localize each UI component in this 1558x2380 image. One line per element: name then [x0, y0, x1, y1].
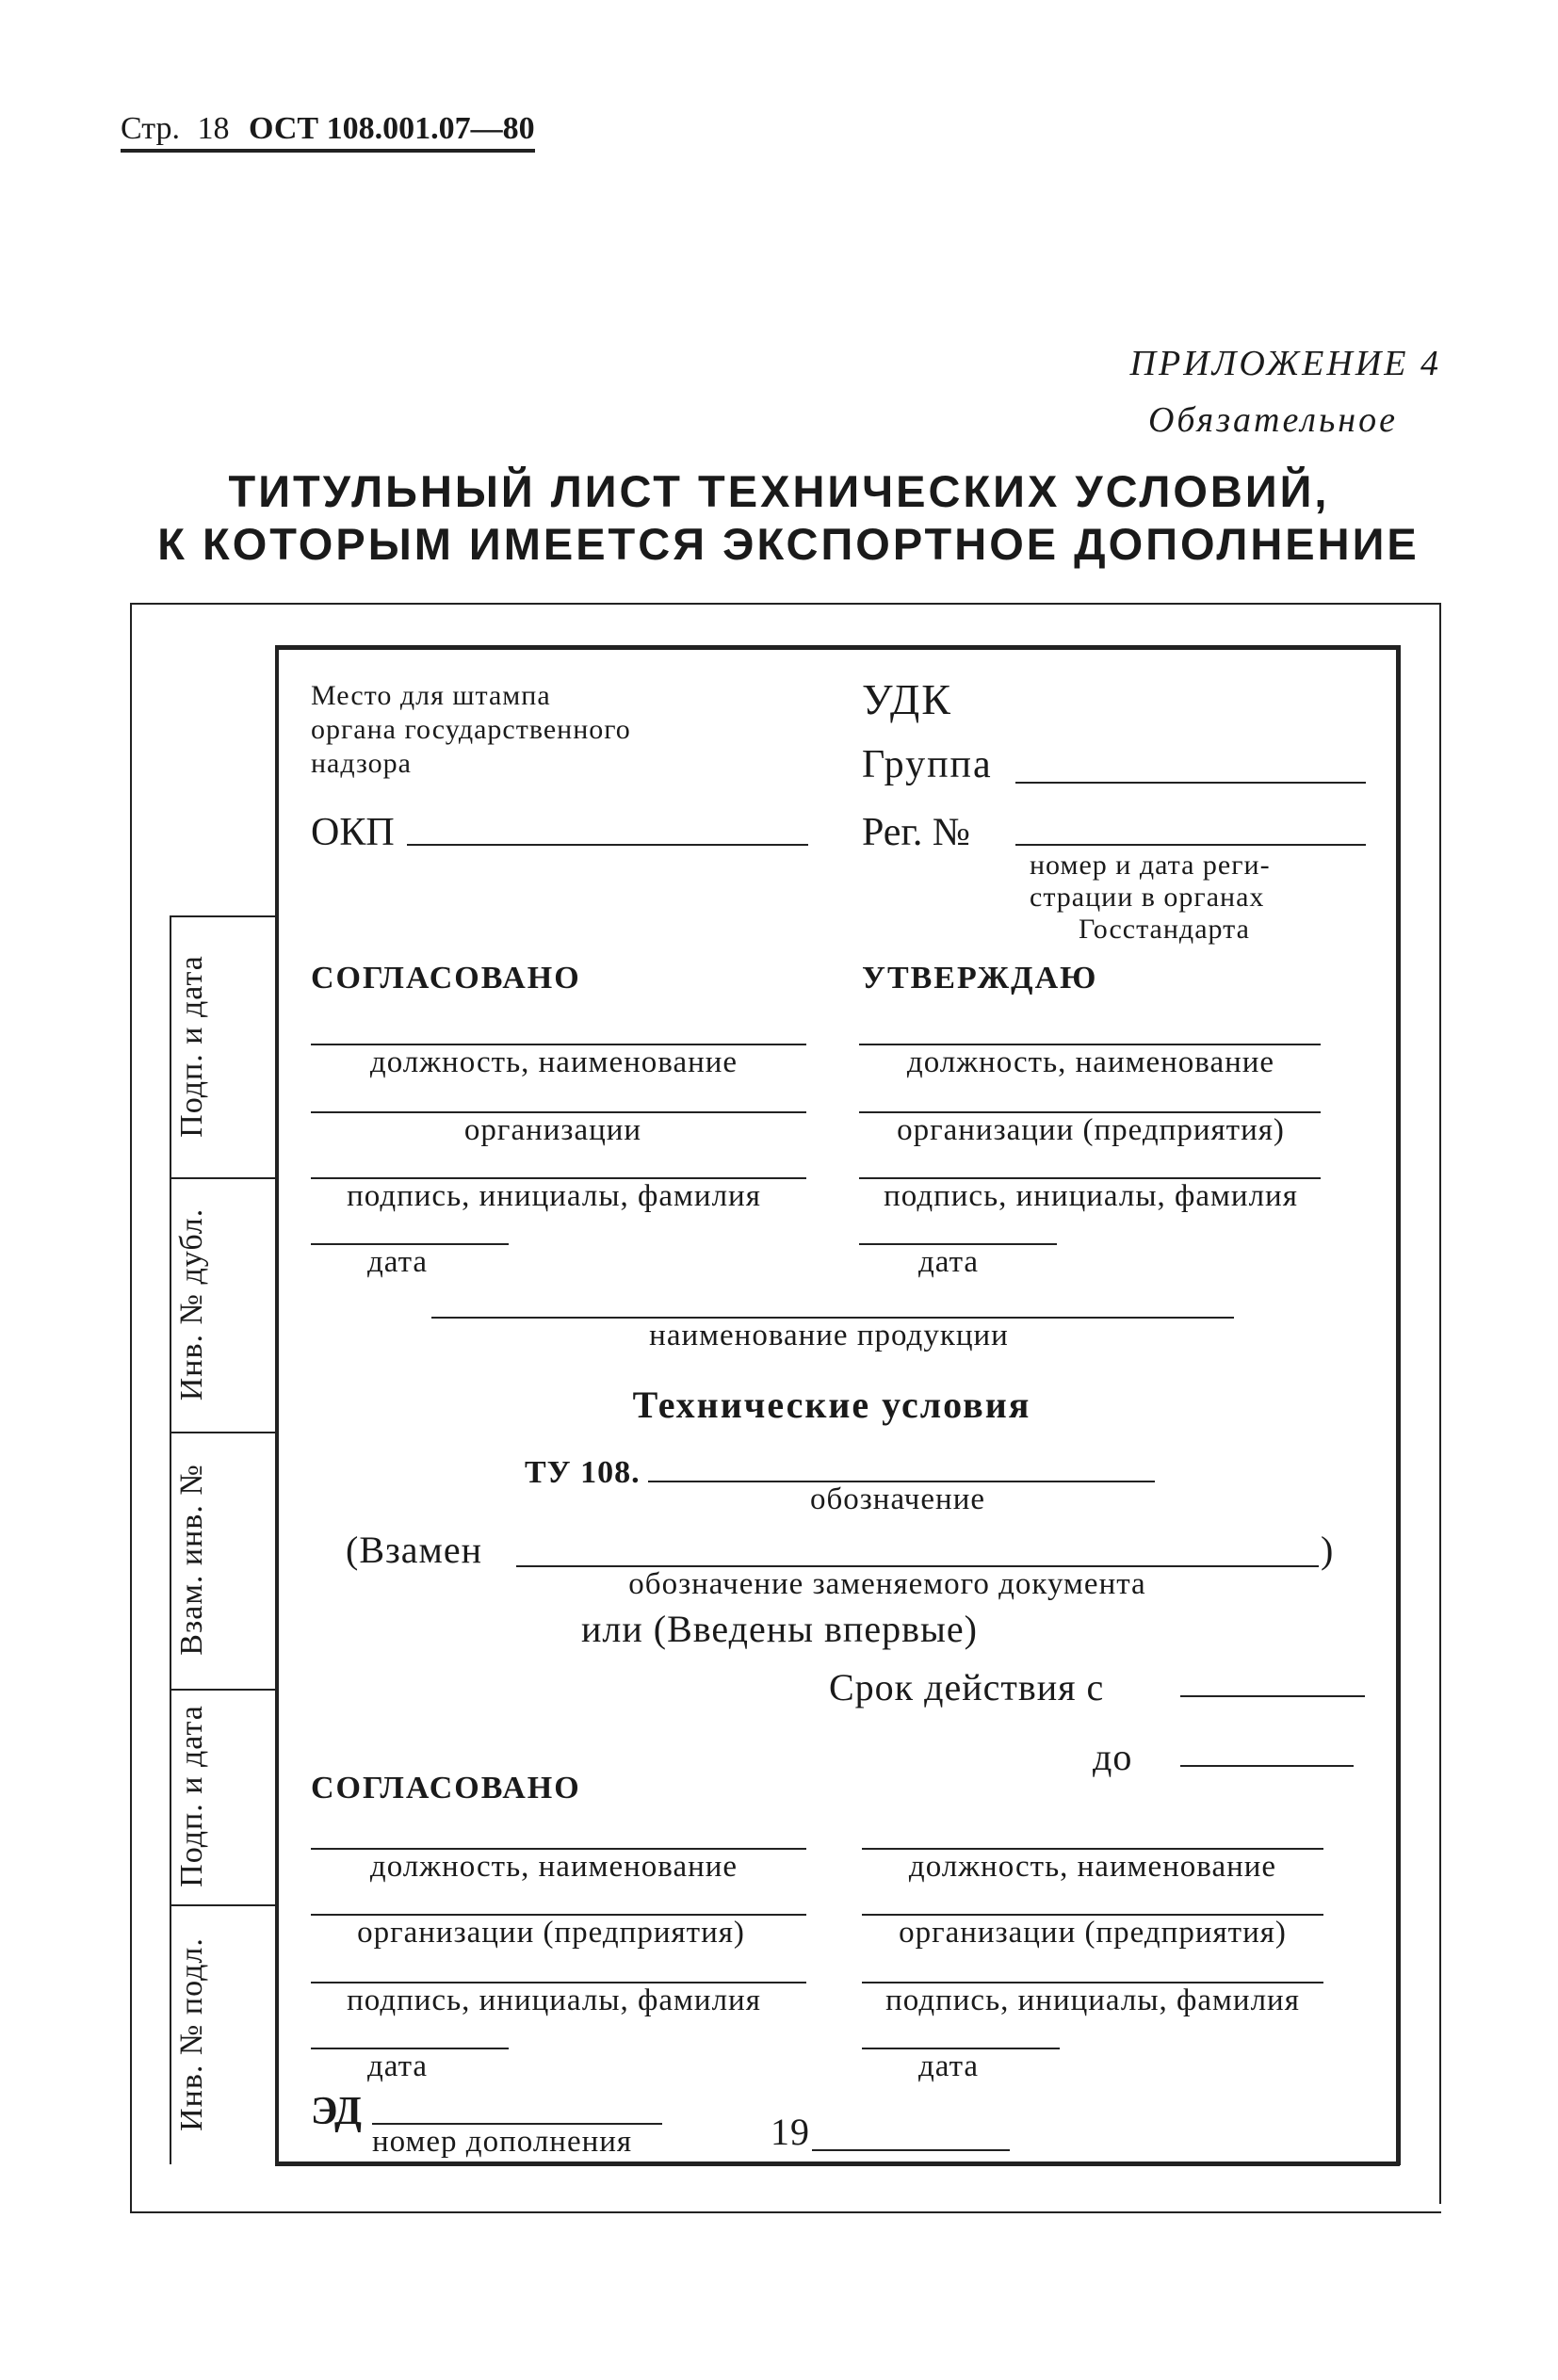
validity-to-field[interactable] — [1180, 1765, 1354, 1767]
side-label-original-inv: Инв. № подл. — [174, 1937, 209, 2131]
agreed2-left-signature-caption: подпись, инициалы, фамилия — [347, 1983, 761, 2017]
tu-designation-caption: обозначение — [809, 1482, 986, 1516]
validity-to-label: до — [1093, 1736, 1133, 1778]
side-column-left — [170, 915, 171, 2164]
validity-from-label: Срок действия с — [829, 1666, 1105, 1708]
approve-position-caption: должность, наименование — [906, 1045, 1275, 1079]
tu-label: ТУ 108. — [525, 1455, 641, 1490]
page-title-line-1: ТИТУЛЬНЫЙ ЛИСТ ТЕХНИЧЕСКИХ УСЛОВИЙ, — [228, 466, 1330, 516]
year-label: 19 — [771, 2111, 810, 2153]
supplement-number-caption: номер дополнения — [372, 2125, 633, 2159]
appendix-status: Обязательное — [1147, 400, 1398, 440]
outer-frame-left — [130, 603, 132, 2213]
year-field[interactable] — [812, 2149, 1010, 2151]
form-frame-left — [275, 645, 279, 2165]
agreed-position-caption: должность, наименование — [369, 1045, 738, 1079]
group-field[interactable] — [1015, 782, 1366, 784]
agreed-heading: СОГЛАСОВАНО — [311, 961, 581, 996]
agreed2-left-position-caption: должность, наименование — [369, 1850, 738, 1884]
standard-code: ОСТ 108.001.07—80 — [249, 111, 535, 146]
side-label-sign-date-2: Подп. и дата — [174, 1705, 209, 1887]
agreed2-right-org-caption: организации (предприятия) — [899, 1916, 1287, 1950]
stamp-line-1: Место для штампа — [311, 680, 551, 711]
okp-label: ОКП — [311, 811, 395, 854]
document-title: Технические условия — [632, 1384, 1031, 1426]
form-frame-top — [275, 645, 1400, 650]
outer-frame-bottom — [130, 2211, 1441, 2213]
replace-close: ) — [1321, 1529, 1335, 1571]
agreed2-left-date-caption: дата — [367, 2049, 429, 2083]
approve-heading: УТВЕРЖДАЮ — [862, 961, 1098, 996]
okp-field[interactable] — [407, 844, 808, 846]
approve-org-caption: организации (предприятия) — [897, 1113, 1285, 1147]
agreed2-left-org-caption: организации (предприятия) — [357, 1916, 745, 1950]
approve-date-caption: дата — [918, 1245, 980, 1279]
agreed2-right-position-caption: должность, наименование — [908, 1850, 1277, 1884]
replace-open: (Взамен — [346, 1529, 483, 1571]
agreed-signature-caption: подпись, инициалы, фамилия — [347, 1179, 761, 1213]
replace-caption: обозначение заменяемого документа — [628, 1567, 1146, 1601]
agreed-date-caption: дата — [367, 1245, 429, 1279]
product-name-caption: наименование продукции — [649, 1319, 1009, 1352]
reg-note-1: номер и дата реги- — [1030, 850, 1271, 881]
reg-note-3: Госстандарта — [1079, 914, 1250, 945]
group-label: Группа — [862, 743, 993, 786]
outer-frame-top — [130, 603, 1441, 605]
ed-label: ЭД — [311, 2090, 362, 2133]
page-header — [121, 111, 535, 153]
page-prefix: Стр. — [121, 111, 181, 146]
agreed2-right-date-caption: дата — [918, 2049, 980, 2083]
side-divider-4 — [170, 1904, 275, 1906]
reg-field[interactable] — [1015, 844, 1366, 846]
introduced-note: или (Введены впервые) — [581, 1608, 978, 1650]
udk-label: УДК — [862, 675, 952, 723]
validity-from-field[interactable] — [1180, 1695, 1365, 1697]
agreed-org-caption: организации — [463, 1113, 642, 1147]
stamp-line-2: органа государственного — [311, 714, 631, 745]
side-label-sign-date: Подп. и дата — [174, 955, 209, 1138]
reg-label: Рег. № — [862, 811, 971, 854]
appendix-number: ПРИЛОЖЕНИЕ 4 — [1129, 344, 1441, 383]
side-label-replace-inv: Взам. инв. № — [174, 1464, 209, 1656]
outer-frame-right — [1439, 603, 1441, 2204]
approve-signature-caption: подпись, инициалы, фамилия — [884, 1179, 1298, 1213]
reg-note-2: страции в органах — [1030, 882, 1265, 913]
page-number: 18 — [197, 111, 230, 146]
agreed2-right-signature-caption: подпись, инициалы, фамилия — [885, 1983, 1300, 2017]
stamp-line-3: надзора — [311, 748, 412, 779]
agreed2-heading: СОГЛАСОВАНО — [311, 1771, 581, 1805]
side-column-top — [170, 915, 275, 917]
page-title-line-2: К КОТОРЫМ ИМЕЕТСЯ ЭКСПОРТНОЕ ДОПОЛНЕНИЕ — [157, 519, 1420, 569]
side-divider-2 — [170, 1432, 275, 1433]
form-frame-right — [1396, 645, 1401, 2165]
side-divider-1 — [170, 1177, 275, 1179]
form-frame-bottom — [275, 2161, 1400, 2166]
side-label-duplicate-inv: Инв. № дубл. — [174, 1207, 209, 1401]
side-divider-3 — [170, 1689, 275, 1691]
